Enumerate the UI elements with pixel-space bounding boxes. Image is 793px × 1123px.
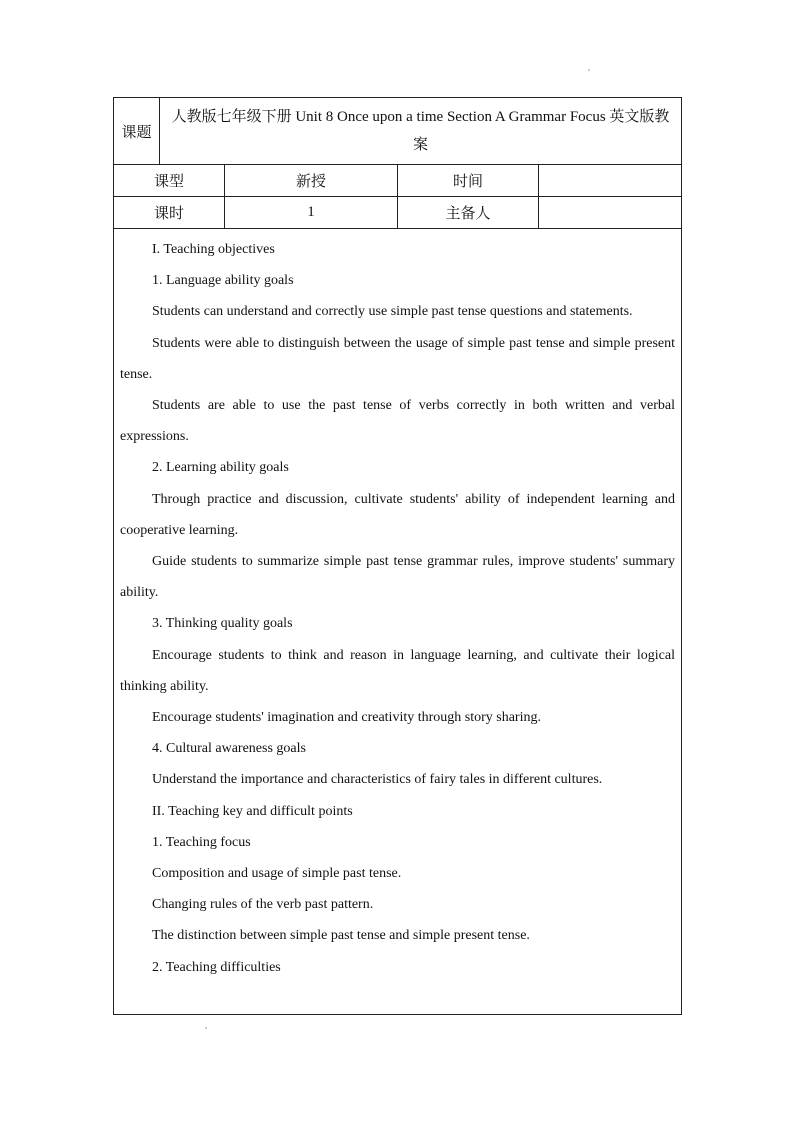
body-paragraph: Encourage students' imagination and creativity through story sharing. bbox=[152, 710, 541, 726]
content-row bbox=[114, 229, 682, 1015]
preparer-label: 主备人 bbox=[398, 197, 539, 229]
lesson-content bbox=[114, 229, 682, 1015]
section-heading: 1. Teaching focus bbox=[152, 834, 251, 850]
section-heading: 2. Teaching difficulties bbox=[152, 959, 281, 975]
section-heading: 1. Language ability goals bbox=[152, 273, 294, 289]
scan-speck bbox=[205, 1027, 207, 1029]
period-value: 1 bbox=[225, 197, 398, 229]
topic-row bbox=[114, 98, 682, 165]
section-heading: 2. Learning ability goals bbox=[152, 460, 289, 476]
preparer-value bbox=[539, 197, 682, 229]
section-heading: II. Teaching key and difficult points bbox=[152, 803, 353, 819]
body-paragraph: Students are able to use the past tense of verbs correctly in both written and verbal expressions. bbox=[120, 398, 675, 445]
body-paragraph: Changing rules of the verb past pattern. bbox=[152, 897, 374, 913]
section-heading: 4. Cultural awareness goals bbox=[152, 741, 306, 757]
topic-title: 人教版七年级下册 Unit 8 Once upon a time Section A Grammar Focus 英文版教案 bbox=[160, 98, 682, 165]
body-paragraph: Guide students to summarize simple past tense grammar rules, improve students' summary ability. bbox=[120, 554, 675, 601]
body-paragraph: The distinction between simple past tense and simple present tense. bbox=[152, 928, 530, 944]
section-heading: I. Teaching objectives bbox=[152, 242, 275, 257]
body-paragraph: Students were able to distinguish between the usage of simple past tense and simple present tense. bbox=[120, 335, 675, 382]
topic-label: 课题 bbox=[114, 98, 160, 165]
lesson-type-value: 新授 bbox=[225, 165, 398, 197]
period-label: 课时 bbox=[114, 197, 225, 229]
content-body bbox=[120, 234, 675, 983]
body-paragraph: Understand the importance and characteristics of fairy tales in different cultures. bbox=[152, 772, 603, 788]
section-heading: 3. Thinking quality goals bbox=[152, 616, 293, 632]
meta-row-period bbox=[114, 197, 682, 229]
body-paragraph: Encourage students to think and reason in language learning, and cultivate their logical thinking ability. bbox=[120, 647, 675, 694]
body-paragraph: Students can understand and correctly use simple past tense questions and statements. bbox=[152, 304, 633, 320]
time-value bbox=[539, 165, 682, 197]
body-paragraph: Through practice and discussion, cultivate students' ability of independent learning and cooperative learning. bbox=[120, 491, 675, 538]
body-paragraph: Composition and usage of simple past tense. bbox=[152, 866, 402, 882]
lesson-type-label: 课型 bbox=[114, 165, 225, 197]
scan-speck bbox=[588, 69, 590, 71]
meta-row-type bbox=[114, 165, 682, 197]
lesson-plan-table bbox=[113, 97, 682, 1015]
time-label: 时间 bbox=[398, 165, 539, 197]
